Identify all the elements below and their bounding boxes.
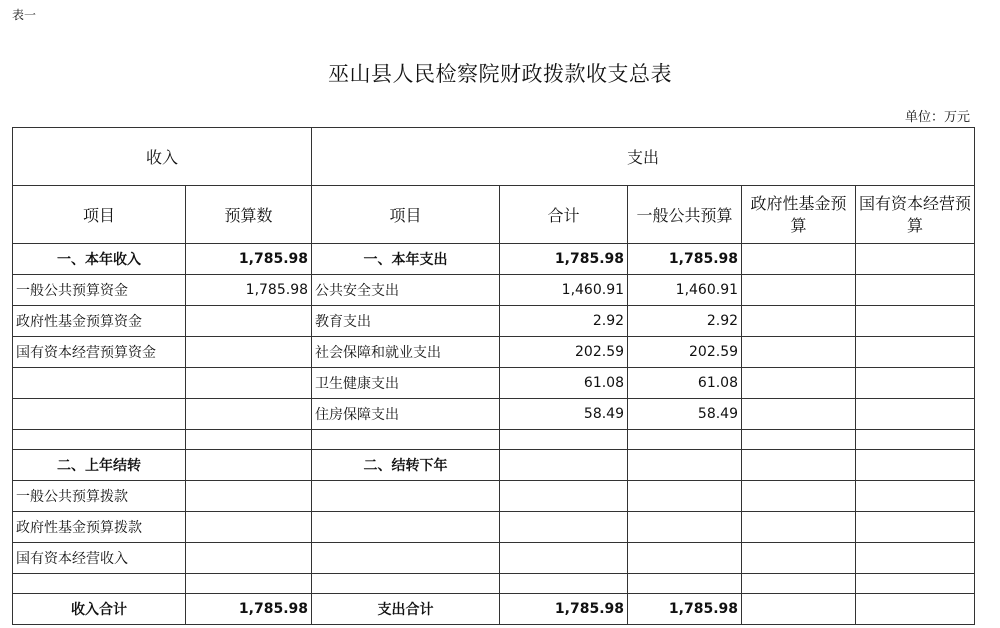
expense-item-cell [312, 543, 500, 574]
state-capital-cell [856, 574, 975, 594]
income-value-cell [186, 368, 312, 399]
gov-fund-cell [742, 337, 856, 368]
gov-fund-cell [742, 306, 856, 337]
general-budget-cell [628, 430, 742, 450]
state-capital-cell [856, 430, 975, 450]
income-budget-header: 预算数 [186, 186, 312, 244]
general-budget-cell: 2.92 [628, 306, 742, 337]
state-capital-cell [856, 481, 975, 512]
income-item-cell: 政府性基金预算拨款 [13, 512, 186, 543]
gov-fund-cell [742, 275, 856, 306]
expense-total-cell: 1,460.91 [500, 275, 628, 306]
income-value-cell [186, 512, 312, 543]
income-item-cell [13, 368, 186, 399]
income-item-cell: 一般公共预算资金 [13, 275, 186, 306]
income-value-cell [186, 337, 312, 368]
state-capital-cell [856, 594, 975, 625]
expense-total-cell [500, 450, 628, 481]
state-capital-cell [856, 244, 975, 275]
state-capital-cell [856, 275, 975, 306]
table-row [13, 430, 975, 450]
state-capital-cell [856, 368, 975, 399]
expense-total-cell [500, 481, 628, 512]
expense-total-cell: 61.08 [500, 368, 628, 399]
state-capital-cell [856, 337, 975, 368]
expense-total-cell [500, 430, 628, 450]
income-item-cell: 收入合计 [13, 594, 186, 625]
table-row [13, 512, 975, 543]
gov-fund-cell [742, 368, 856, 399]
gov-fund-cell [742, 543, 856, 574]
income-item-cell: 二、上年结转 [13, 450, 186, 481]
income-value-cell [186, 430, 312, 450]
table-row [13, 574, 975, 594]
expense-item-cell: 住房保障支出 [312, 399, 500, 430]
income-item-cell: 一、本年收入 [13, 244, 186, 275]
expense-total-cell: 202.59 [500, 337, 628, 368]
expense-total-cell: 2.92 [500, 306, 628, 337]
table-row [13, 543, 975, 574]
expense-item-cell: 二、结转下年 [312, 450, 500, 481]
expense-item-cell: 支出合计 [312, 594, 500, 625]
fiscal-summary-table [12, 127, 975, 625]
table-row [13, 450, 975, 481]
state-capital-cell [856, 306, 975, 337]
table-row [13, 594, 975, 625]
general-budget-cell: 1,460.91 [628, 275, 742, 306]
income-item-cell: 一般公共预算拨款 [13, 481, 186, 512]
expense-total-cell: 58.49 [500, 399, 628, 430]
income-header: 收入 [13, 128, 312, 186]
income-item-cell: 政府性基金预算资金 [13, 306, 186, 337]
general-budget-cell: 1,785.98 [628, 594, 742, 625]
header-row-2 [13, 186, 975, 244]
table-row [13, 481, 975, 512]
gov-fund-cell [742, 481, 856, 512]
table-row [13, 275, 975, 306]
expense-total-cell: 1,785.98 [500, 244, 628, 275]
state-capital-cell [856, 450, 975, 481]
state-capital-cell [856, 543, 975, 574]
expense-header: 支出 [312, 128, 975, 186]
expense-item-cell [312, 512, 500, 543]
general-budget-header: 一般公共预算 [628, 186, 742, 244]
income-value-cell: 1,785.98 [186, 244, 312, 275]
general-budget-cell: 58.49 [628, 399, 742, 430]
general-budget-cell [628, 512, 742, 543]
expense-total-header: 合计 [500, 186, 628, 244]
income-item-cell [13, 430, 186, 450]
income-item-cell: 国有资本经营预算资金 [13, 337, 186, 368]
expense-item-cell [312, 481, 500, 512]
table-row [13, 368, 975, 399]
expense-item-cell [312, 430, 500, 450]
income-value-cell [186, 481, 312, 512]
income-item-cell [13, 399, 186, 430]
table-row [13, 306, 975, 337]
state-capital-header: 国有资本经营预算 [856, 186, 975, 244]
general-budget-cell: 1,785.98 [628, 244, 742, 275]
gov-fund-cell [742, 450, 856, 481]
expense-item-cell: 一、本年支出 [312, 244, 500, 275]
income-value-cell [186, 574, 312, 594]
expense-item-cell: 教育支出 [312, 306, 500, 337]
income-value-cell [186, 399, 312, 430]
gov-fund-cell [742, 430, 856, 450]
income-value-cell [186, 306, 312, 337]
table-label: 表一 [12, 8, 37, 22]
expense-item-cell [312, 574, 500, 594]
gov-fund-cell [742, 244, 856, 275]
general-budget-cell: 202.59 [628, 337, 742, 368]
expense-total-cell [500, 574, 628, 594]
income-item-cell: 国有资本经营收入 [13, 543, 186, 574]
table-row [13, 399, 975, 430]
general-budget-cell [628, 450, 742, 481]
income-value-cell: 1,785.98 [186, 275, 312, 306]
gov-fund-cell [742, 574, 856, 594]
unit-label: 单位：万元 [904, 110, 970, 125]
expense-item-header: 项目 [312, 186, 500, 244]
header-row-1 [13, 128, 975, 186]
gov-fund-cell [742, 594, 856, 625]
income-value-cell [186, 543, 312, 574]
gov-fund-header: 政府性基金预算 [742, 186, 856, 244]
expense-item-cell: 社会保障和就业支出 [312, 337, 500, 368]
general-budget-cell: 61.08 [628, 368, 742, 399]
state-capital-cell [856, 399, 975, 430]
general-budget-cell [628, 543, 742, 574]
expense-total-cell: 1,785.98 [500, 594, 628, 625]
expense-item-cell: 公共安全支出 [312, 275, 500, 306]
table-row [13, 244, 975, 275]
income-value-cell [186, 450, 312, 481]
expense-item-cell: 卫生健康支出 [312, 368, 500, 399]
income-item-cell [13, 574, 186, 594]
gov-fund-cell [742, 399, 856, 430]
expense-total-cell [500, 543, 628, 574]
expense-total-cell [500, 512, 628, 543]
general-budget-cell [628, 574, 742, 594]
state-capital-cell [856, 512, 975, 543]
general-budget-cell [628, 481, 742, 512]
table-row [13, 337, 975, 368]
page-title: 巫山县人民检察院财政拨款收支总表 [328, 62, 672, 86]
gov-fund-cell [742, 512, 856, 543]
income-value-cell: 1,785.98 [186, 594, 312, 625]
income-item-header: 项目 [13, 186, 186, 244]
